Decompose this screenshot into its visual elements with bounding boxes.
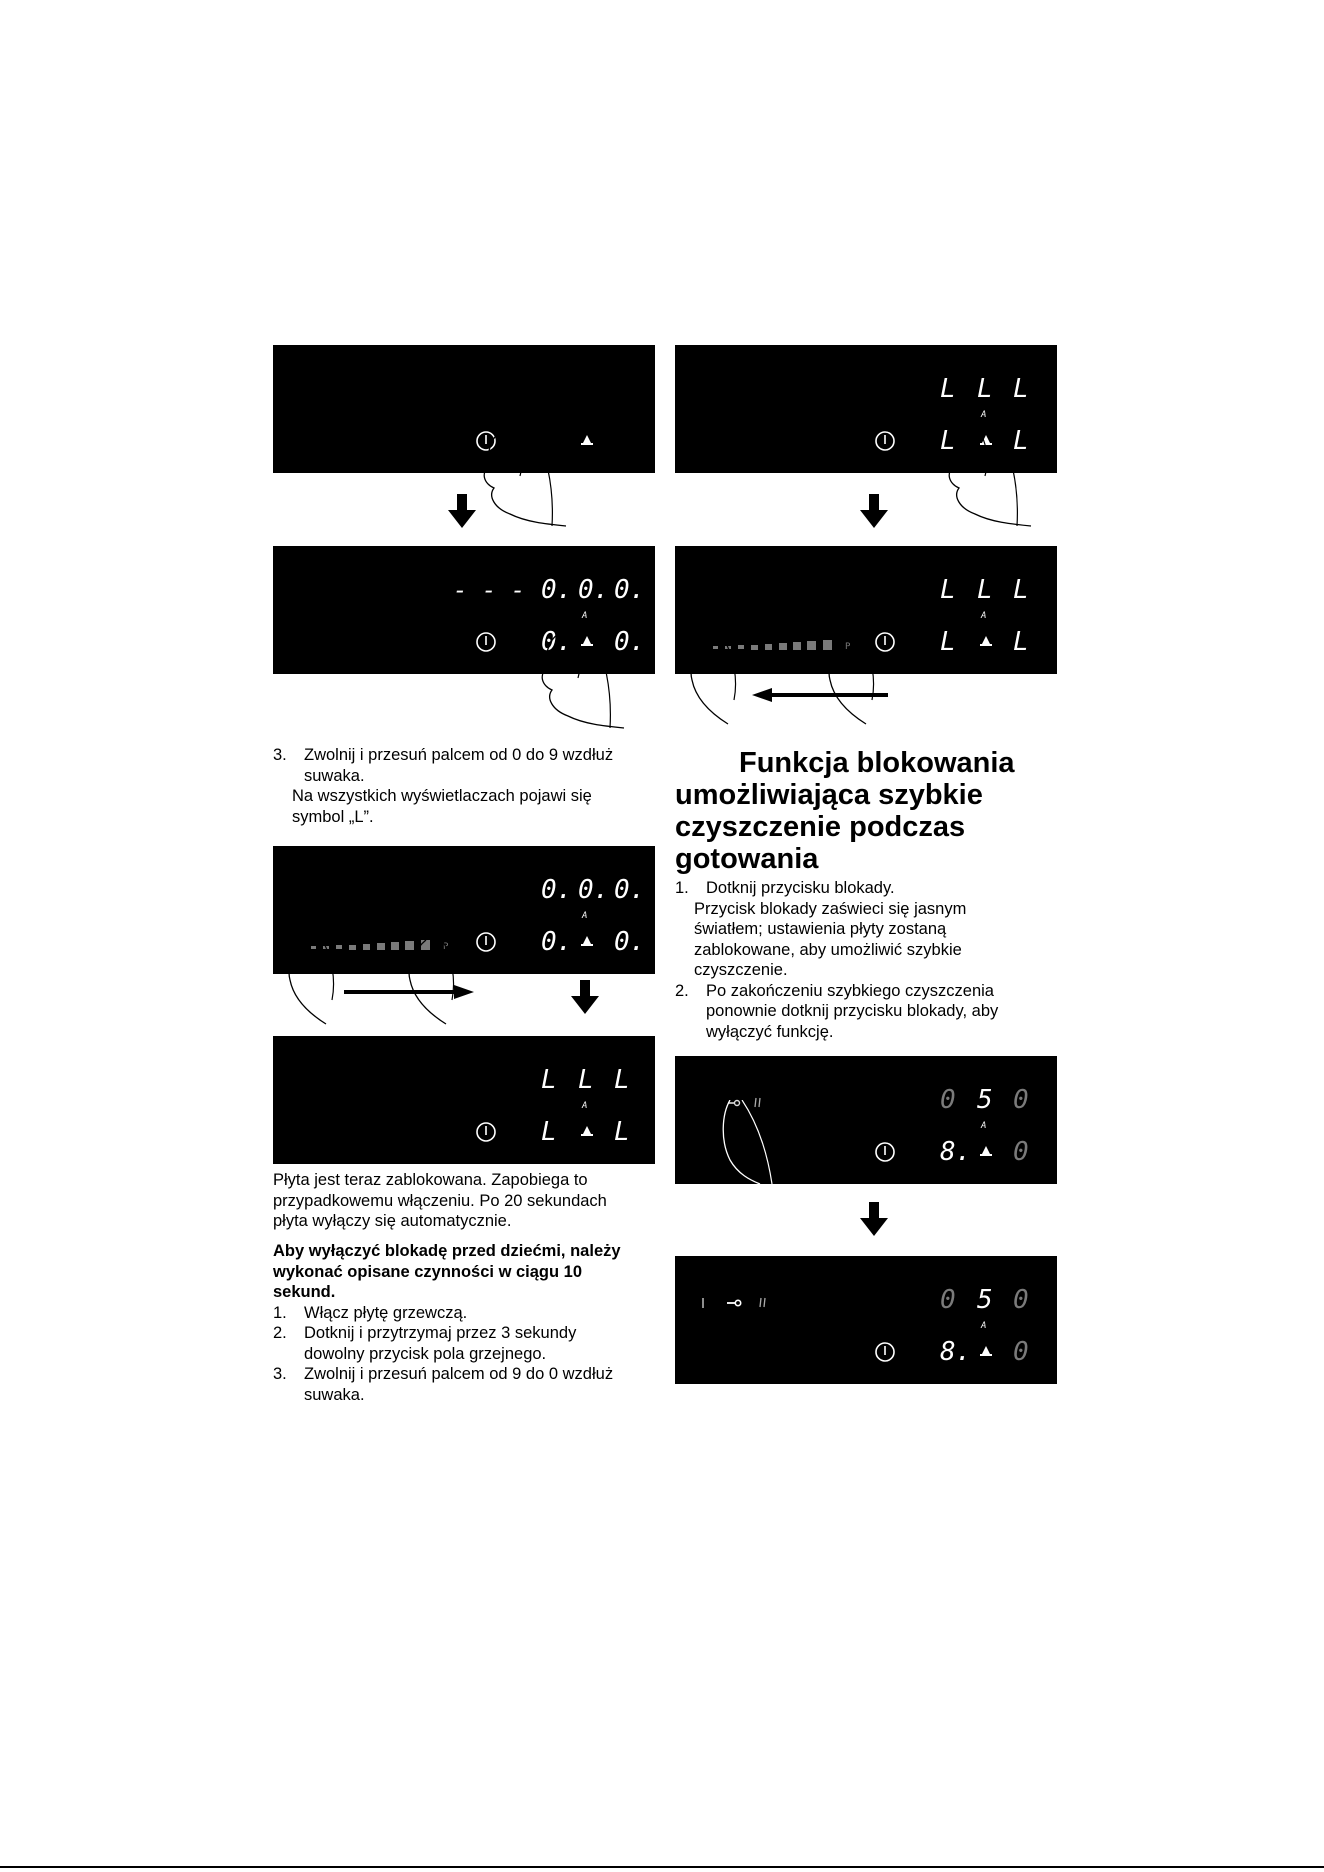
step-line: Przycisk blokady zaświeci się jasnym <box>694 899 967 918</box>
panel-power-on <box>273 345 655 473</box>
hood-fan-icon <box>581 936 593 946</box>
page-bottom-rule <box>0 1866 1324 1868</box>
display-top-center: 0. <box>578 575 610 605</box>
display-top-center: L <box>977 575 993 605</box>
hand-icon <box>470 432 580 532</box>
auto-indicator: A <box>582 611 588 621</box>
arrow-down-icon <box>448 494 476 528</box>
display-bottom-left: 0. <box>541 927 573 957</box>
power-icon[interactable] <box>876 432 894 450</box>
cleaning-icon[interactable] <box>760 1298 765 1307</box>
step-line: dowolny przycisk pola grzejnego. <box>304 1344 547 1363</box>
display-bottom-right: 0 <box>1013 1137 1029 1167</box>
text-line: Płyta jest teraz zablokowana. Zapobiega to <box>273 1171 588 1189</box>
display-bottom-left: L <box>940 426 956 456</box>
step-line: Dotknij przycisku blokady. <box>706 879 895 897</box>
auto-indicator: A <box>981 1121 987 1131</box>
locked-explanation <box>273 1170 673 1232</box>
auto-indicator: A <box>981 410 987 420</box>
step-line: Włącz płytę grzewczą. <box>304 1303 468 1322</box>
step-line: suwaka. <box>304 766 365 785</box>
step-line: symbol „L”. <box>292 807 374 826</box>
left-step3-text <box>273 745 663 827</box>
step-line: światłem; ustawienia płyty zostaną <box>694 920 947 938</box>
hood-fan-icon <box>581 1126 593 1136</box>
swipe-left-gesture <box>688 640 948 730</box>
unlock-step <box>273 1323 673 1364</box>
display-top-right: 0. <box>614 575 646 605</box>
panel-locked-L <box>273 1036 655 1164</box>
step-line: Zwolnij i przesuń palcem od 9 do 0 wzdłuż <box>304 1365 614 1383</box>
display-bottom-right: L <box>1013 627 1029 657</box>
hood-fan-icon <box>980 1146 992 1156</box>
swipe-right-gesture <box>286 940 506 1030</box>
slider-max-label: P <box>443 942 449 952</box>
quick-clean-step <box>675 878 1075 899</box>
display-top-center: L <box>977 374 993 404</box>
heading-line: czyszczenie podczas <box>675 811 966 843</box>
heading-line: umożliwiająca szybkie <box>675 779 983 811</box>
display-top-left: 0 <box>940 1085 956 1115</box>
power-icon[interactable] <box>876 1343 894 1361</box>
display-top-right: 0 <box>1013 1285 1029 1315</box>
text-line: przypadkowemu włączeniu. Po 20 sekundach <box>273 1191 607 1210</box>
step-line: suwaka. <box>304 1385 365 1404</box>
slider-max-label: P <box>845 642 851 652</box>
unlock-instructions <box>273 1241 673 1405</box>
display-top-left: L <box>940 374 956 404</box>
display-bottom-right: L <box>614 1117 630 1147</box>
display-top-right: 0 <box>1013 1085 1029 1115</box>
step-line: ponownie dotknij przycisku blokady, aby <box>706 1002 999 1020</box>
hand-icon <box>528 634 638 734</box>
power-icon[interactable] <box>477 1123 495 1141</box>
unlock-heading: sekund. <box>273 1283 336 1301</box>
step-line: Zwolnij i przesuń palcem od 0 do 9 wzdłuż <box>304 746 614 764</box>
unlock-heading: Aby wyłączyć blokadę przed dziećmi, należy <box>273 1242 621 1260</box>
step-number: 1. <box>273 1303 287 1322</box>
display-top-left: L <box>940 575 956 605</box>
display-bottom-right: 0 <box>1013 1337 1029 1367</box>
display-bottom-right: L <box>1013 426 1029 456</box>
quick-clean-heading <box>675 747 1075 875</box>
panel-lock-active <box>675 1256 1057 1384</box>
display-top-center: 5 <box>977 1285 993 1315</box>
dash-display: - - - <box>453 576 526 604</box>
power-icon[interactable] <box>876 1143 894 1161</box>
unlock-step <box>273 1364 673 1405</box>
display-top-center: 0. <box>578 875 610 905</box>
arrow-down-icon <box>860 1202 888 1236</box>
display-top-left: 0. <box>541 875 573 905</box>
step-number: 2. <box>675 981 689 1000</box>
step-line: Dotknij i przytrzymaj przez 3 sekundy <box>304 1324 577 1342</box>
display-top-right: L <box>1013 575 1029 605</box>
display-bottom-right: 0. <box>614 927 646 957</box>
key-lock-icon[interactable] <box>727 1300 741 1305</box>
display-top-right: 0. <box>614 875 646 905</box>
power-icon[interactable] <box>477 633 495 651</box>
step-line: Na wszystkich wyświetlaczach pojawi się <box>292 787 592 805</box>
step-line: wyłączyć funkcję. <box>706 1022 834 1041</box>
auto-indicator: A <box>981 611 987 621</box>
quick-clean-steps <box>675 878 1075 1042</box>
display-top-center: L <box>578 1065 594 1095</box>
step-number: 1. <box>675 879 689 897</box>
display-bottom-left: 8. <box>940 1337 972 1367</box>
hand-icon <box>935 432 1045 532</box>
hood-fan-icon <box>581 435 593 445</box>
display-bottom-right: 0. <box>614 627 646 657</box>
display-top-right: L <box>614 1065 630 1095</box>
hood-fan-icon <box>980 636 992 646</box>
step-line: zablokowane, aby umożliwić szybkie <box>694 940 962 959</box>
arrow-down-icon <box>860 494 888 528</box>
display-top-left: 0. <box>541 575 573 605</box>
display-bottom-left: L <box>940 627 956 657</box>
step-number: 3. <box>273 1365 287 1383</box>
hand-icon <box>720 1100 790 1184</box>
auto-indicator: A <box>981 1321 987 1331</box>
text-line: płyta wyłączy się automatycznie. <box>273 1212 512 1230</box>
display-bottom-left: 8. <box>940 1137 972 1167</box>
step-line: Po zakończeniu szybkiego czyszczenia <box>706 981 994 1000</box>
step-number: 2. <box>273 1324 287 1342</box>
display-top-left: 0 <box>940 1285 956 1315</box>
auto-indicator: A <box>582 1101 588 1111</box>
display-top-left: L <box>541 1065 557 1095</box>
heading-line: Funkcja blokowania <box>739 747 1015 779</box>
auto-indicator: A <box>582 911 588 921</box>
unlock-step <box>273 1303 673 1324</box>
display-top-right: L <box>1013 374 1029 404</box>
hood-fan-icon <box>980 1346 992 1356</box>
step-number: 3. <box>273 746 287 764</box>
display-bottom-left: L <box>541 1117 557 1147</box>
step-line: czyszczenie. <box>694 961 788 979</box>
display-bottom-left: 0. <box>541 627 573 657</box>
arrow-down-icon <box>571 980 599 1014</box>
heading-line: gotowania <box>675 843 819 875</box>
quick-clean-step <box>675 981 1075 1043</box>
display-top-center: 5 <box>977 1085 993 1115</box>
unlock-heading: wykonać opisane czynności w ciągu 10 <box>273 1262 583 1281</box>
